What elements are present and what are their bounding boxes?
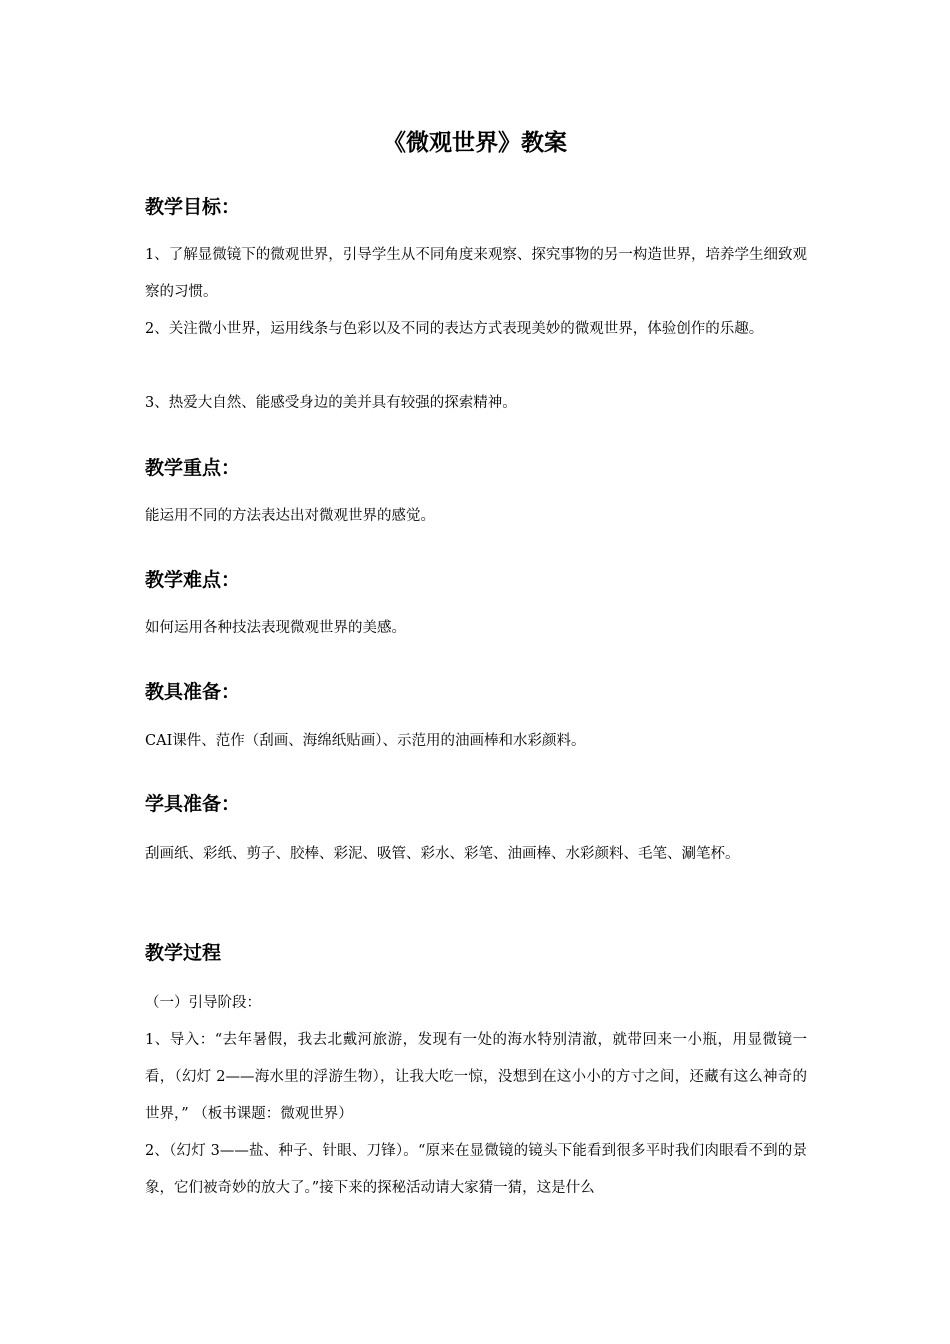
goal-item-1: 1、了解显微镜下的微观世界，引导学生从不同角度来观察、探究事物的另一构造世界，培养学生细致观察的习惯。 <box>145 247 807 300</box>
document-title: 《微观世界》教案 <box>383 130 567 156</box>
goal-item-2: 2、关注微小世界，运用线条与色彩以及不同的表达方式表现美妙的微观世界，体验创作的乐趣。 <box>145 321 764 337</box>
key-points-text: 能运用不同的方法表达出对微观世界的感觉。 <box>145 508 435 524</box>
student-materials-heading: 学具准备： <box>145 793 241 815</box>
process-step-2: 2、（幻灯 3——盐、种子、针眼、刀锋）。“原来在显微镜的镜头下能看到很多平时我们肉眼看不到的景象，它们被奇妙的放大了。”接下来的探秘活动请大家猜一猜，这是什么 <box>145 1143 807 1196</box>
teacher-materials-text: CAI课件、范作（刮画、海绵纸贴画）、示范用的油画棒和水彩颜料。 <box>145 733 586 749</box>
process-heading: 教学过程 <box>145 942 222 964</box>
student-materials-text: 刮画纸、彩纸、剪子、胶棒、彩泥、吸管、彩水、彩笔、油画棒、水彩颜料、毛笔、涮笔杯。 <box>145 846 740 862</box>
process-step-1: 1、导入：“去年暑假，我去北戴河旅游，发现有一处的海水特别清澈，就带回来一小瓶，用显微镜一看，（幻灯 2——海水里的浮游生物），让我大吃一惊，没想到在这小小的方寸之间，还藏有这么神奇的世界，” （板书课题：微观世界） <box>145 1032 807 1122</box>
goal-item-3: 3、热爱大自然、能感受身边的美并具有较强的探索精神。 <box>145 395 517 411</box>
difficulties-heading: 教学难点： <box>145 569 241 591</box>
process-stage-label: （一）引导阶段： <box>145 995 261 1011</box>
key-points-heading: 教学重点： <box>145 457 241 479</box>
difficulties-text: 如何运用各种技法表现微观世界的美感。 <box>145 620 406 636</box>
goals-heading: 教学目标： <box>145 196 241 218</box>
teacher-materials-heading: 教具准备： <box>145 681 241 703</box>
